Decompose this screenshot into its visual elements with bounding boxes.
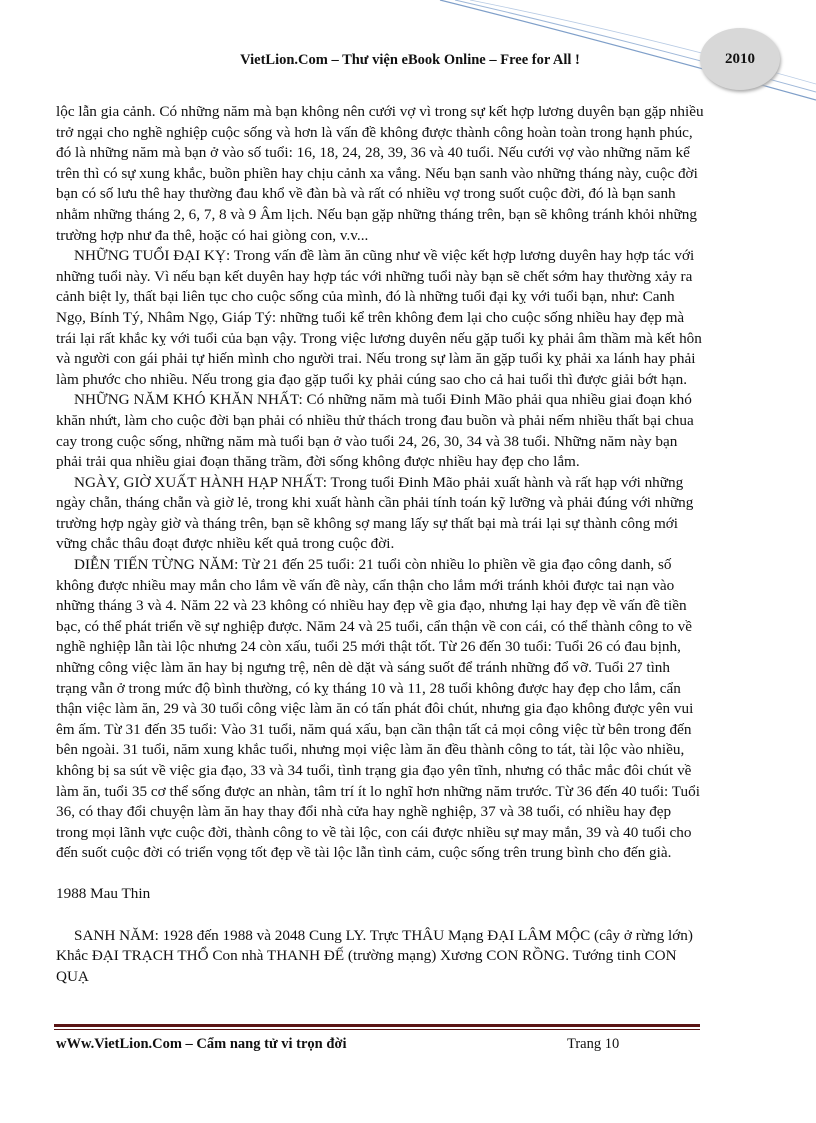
footer-rule-thin <box>54 1029 700 1030</box>
year-badge: 2010 <box>700 28 780 90</box>
paragraph-yearly-progress: DIỄN TIẾN TỪNG NĂM: Từ 21 đến 25 tuổi: 21 tuổi còn nhiều lo phiền về gia đạo công danh, số không được nhiều may mắn cho lắm về vấn đề này, cẩn thận cho lắm mới tránh khỏi được tai nạn vào những tháng 3 và 4. Năm 22 và 23 không có nhiều hay đẹp về gia đạo, nhưng lại hay đẹp về vấn đề tiền bạc, có thể phát triển về sự nghiệp được. Năm 24 và 25 tuổi, cẩn thận về con cái, có thể thành công to về nghề nghiệp lẫn tài lộc nhưng 24 còn xấu, tuổi 25 mới thật tốt. Từ 26 đến 30 tuổi: Tuổi 26 có đau bịnh, những công việc làm ăn hay bị ngưng trệ, nên dè dặt và sáng suốt để tránh những đổ vỡ. Tuổi 27 tình trạng vẫn ở trong mức độ bình thường, có kỵ tháng 10 và 11, 28 tuổi không được hay đẹp cho lắm, cẩn thận việc làm ăn, 29 và 30 tuổi công việc làm ăn có tấn phát đôi chút, nhưng gia đạo không được yên vui êm ấm. Từ 31 đến 35 tuổi: Vào 31 tuổi, năm quá xấu, bạn cần thận tất cả mọi công việc từ bên trong đến bên ngoài. 31 tuổi, năm xung khắc tuổi, nhưng mọi việc làm ăn đều thành công to tát, tài lộc vào nhiều, không bị sa sút về việc gia đạo, 33 và 34 tuổi, tình trạng gia đạo yên tĩnh, nhưng có thắc mắc đôi chút về làm ăn, tuổi 35 cơ thể sống được an nhàn, tâm trí ít lo nghĩ hơn những năm trước. Từ 36 đến 40 tuổi: Tuổi 36, có thay đổi chuyện làm ăn hay thay đổi nhà cửa hay nghề nghiệp, 37 và 38 tuổi, có nhiều hay đẹp trong mọi lãnh vực cuộc đời, thành công to về tài lộc, con cái được nhiều sự may mắn, 39 và 40 tuổi cho đến suốt cuộc đời có triển vọng tốt đẹp về tài lộc lẫn tình cảm, cuộc sống trên trung bình cho đến già. <box>56 556 700 862</box>
page-number: Trang 10 <box>567 1036 620 1052</box>
footer-site-title: wWw.VietLion.Com – Cẩm nang tử vi trọn đời <box>56 1036 347 1052</box>
paragraph-hard-years: NHỮNG NĂM KHÓ KHĂN NHẤT: Có những năm mà tuổi Đinh Mão phải qua nhiều giai đoạn khó khăn nhứt, làm cho cuộc đời bạn phải có nhiều thử thách trong đau buồn và phải nếm nhiều thất bại chua cay trong cuộc sống, những năm mà tuổi bạn ở vào tuổi 24, 26, 30, 34 và 38 tuổi. Những năm này bạn phải trải qua nhiều giai đoạn thăng trầm, đời sống không được nhiều hay đẹp cho lắm. <box>56 391 694 471</box>
page-header-title: VietLion.Com – Thư viện eBook Online – Free for All ! <box>240 52 580 68</box>
paragraph-marriage-years: lộc lẫn gia cảnh. Có những năm mà bạn không nên cưới vợ vì trong sự kết hợp lương duyên bạn gặp nhiều trở ngại cho nghề nghiệp cuộc sống và hơn là vấn đề không được thành công hoàn toàn trong hạnh phúc, đó là những năm mà bạn ở vào số tuổi: 16, 18, 24, 28, 39, 36 và 40 tuổi. Nếu cưới vợ vào những năm kể trên thì có sự xung khắc, buồn phiền hay chịu cảnh xa vắng. Nếu bạn sanh vào những tháng này, cuộc đời bạn có số lưu thê hay thường đau khổ về đàn bà và rất có nhiều vợ trong suốt cuộc đời, đó là bạn sanh nhằm những tháng 2, 6, 7, 8 và 9 Âm lịch. Nếu bạn gặp những tháng trên, bạn sẽ không tránh khỏi những trường hợp như đa thê, hoặc có hai giòng con, v.v... <box>56 103 704 244</box>
footer-rule <box>54 1024 700 1027</box>
paragraph-travel-days: NGÀY, GIỜ XUẤT HÀNH HẠP NHẤT: Trong tuổi Đinh Mão phải xuất hành và rất hạp với những ngày chẵn, tháng chẵn và giờ lẻ, trong khi xuất hành cần phải tính toán kỹ lưỡng và phải đúng với những trường hợp ngày giờ và tháng trên, bạn sẽ không sợ mang lấy sự thất bại mà trái lại sự thành công mới vững chắc thâu đoạt được nhiều kết quả trong cuộc đời. <box>56 473 694 553</box>
section-heading: 1988 Mau Thin <box>56 884 151 902</box>
paragraph-birth-info: SANH NĂM: 1928 đến 1988 và 2048 Cung LY. Trực THÂU Mạng ĐẠI LÂM MỘC (cây ở rừng lớn) Khắc ĐẠI TRẠCH THỔ Con nhà THANH ĐẾ (trường mạng) Xương CON RỒNG. Tướng tinh CON QUẠ <box>56 926 693 985</box>
document-body <box>56 102 704 987</box>
paragraph-dai-ky: NHỮNG TUỔI ĐẠI KỴ: Trong vấn đề làm ăn cũng như về việc kết hợp lương duyên hay hợp tác với những tuổi này. Vì nếu bạn kết duyên hay hợp tác với những tuổi này bạn sẽ chết sớm hay thường xảy ra cảnh biệt ly, thất bại liên tục cho cuộc sống của mình, đó là những tuổi đại kỵ với tuổi bạn, như: Canh Ngọ, Bính Tý, Nhâm Ngọ, Giáp Tý: những tuổi kể trên không đem lại cho cuộc sống nhiều hay đẹp mà trái lại rất khắc kỵ với tuổi của bạn vậy. Trong việc lương duyên nếu gặp tuổi kỵ phải âm thầm mà kết hôn và người con gái phải tự hiến mình cho người trai. Nếu trong sự làm ăn gặp tuổi kỵ phải xa lánh hay phải làm phước cho nhiều. Nếu trong gia đạo gặp tuổi kỵ phải cúng sao cho cả hai tuổi thì được giải bớt hạn. <box>56 247 702 388</box>
